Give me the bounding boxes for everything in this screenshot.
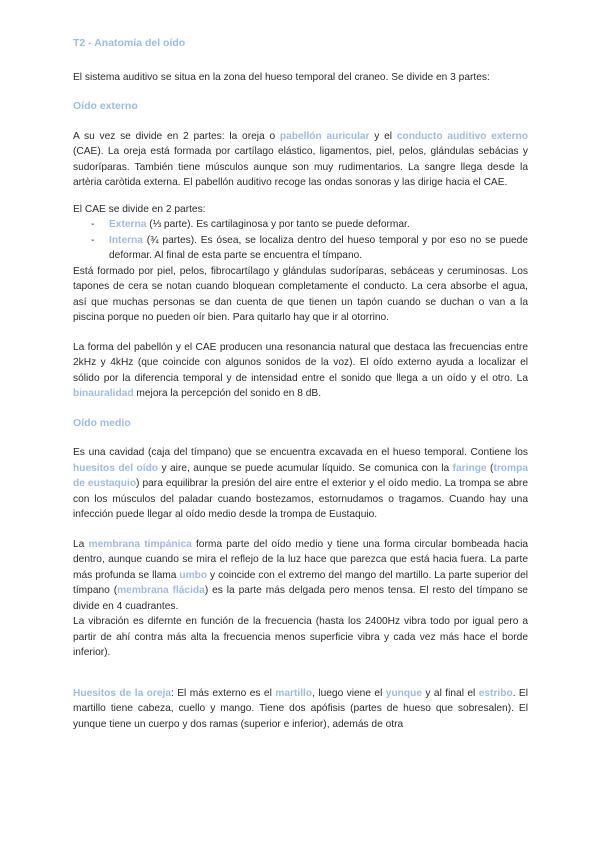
medio-paragraph-3: La vibración es difernte en función de la frecuencia (hasta los 2400Hz vibra todo por igual pero a partir de ahí contra más alta la frecuencia menos superficie vibra y cada vez más hace el borde inferior). bbox=[73, 616, 528, 658]
externo-paragraph-2: Está formado por piel, pelos, fibrocartílago y glándulas sudoríparas, sebáceas y ceruminosas. Los tapones de cera se notan cuando bloquean completamente el conducto. La cera absorbe el agua, así que muchas personas se dan cuenta de que tienen un tapón cuando se duchan o van a la piscina porque no pueden oír bien. Para quitarlo hay que ir al otorrino. bbox=[73, 265, 528, 323]
document-page bbox=[73, 36, 528, 732]
section-heading-oido-externo: Oído externo bbox=[73, 100, 138, 112]
cae-intro: El CAE se divide en 2 partes: bbox=[73, 203, 206, 215]
cae-parts-list bbox=[73, 217, 528, 264]
term-membrana-timpanica: membrana timpánica bbox=[88, 538, 192, 550]
term-faringe: faringe bbox=[452, 462, 487, 474]
term-martillo: martillo bbox=[275, 687, 313, 699]
term-huesitos-de-la-oreja: Huesitos de la oreja bbox=[73, 687, 171, 699]
medio-paragraph-1: Es una cavidad (caja del tímpano) que se encuentra excavada en el hueso temporal. Contiene los huesitos del oído y aire, aunque se puede acumular líquido. Se comunica con la faringe (trompa de eustaquio) para equilibrar la presión del aire entre el exterior y el oído medio. La trompa se abre con los músculos del paladar cuando bostezamos, estornudamos o tragamos. Cuando hay una infección puede llegar al oído medio desde la trompa de Eustaquio. bbox=[73, 447, 528, 520]
medio-paragraph-4: Huesitos de la oreja: El más externo es el martillo, luego viene el yunque y al final el estribo. El martillo tiene cabeza, cuello y mango. Tiene dos apófisis (partes de hueso que sobresalen). El yunque tiene un cuerpo y dos ramas (superior e inferior), además de otra bbox=[73, 687, 528, 730]
term-huesitos-del-oido: huesitos del oído bbox=[73, 462, 159, 474]
page-title: T2 - Anatomía del oído bbox=[73, 37, 186, 49]
term-conducto-auditivo-externo: conducto auditivo externo bbox=[396, 130, 529, 142]
term-externa: Externa bbox=[109, 219, 147, 230]
externo-paragraph-1: A su vez se divide en 2 partes: la oreja o pabellón auricular y el conducto auditivo externo (CAE). La oreja está formada por cartílago elástico, ligamentos, piel, pelos, glándulas sebácias y sudoríparas. También tiene músculos aunque son muy rudimentarios. La sangre llega desde la artèria caròtida externa. El pabellón auditivo recoge las ondas sonoras y las dirige hacia el CAE. bbox=[73, 130, 529, 188]
term-interna: Interna bbox=[109, 234, 143, 246]
medio-paragraph-2: La membrana timpánica forma parte del oído medio y tiene una forma circular bombeada hacia dentro, aunque cuando se mira el reflejo de la luz hace que parezca que está hacia fuera. La parte más profunda se llama umbo y coincide con el extremo del mango del martillo. La parte superior del tímpano (membrana flácida) es la parte más delgada pero menos tensa. El resto del tímpano se divide en 4 cuadrantes. bbox=[73, 538, 529, 612]
list-item: - Externa (⅓ parte). Es cartilaginosa y por tanto se puede deformar. bbox=[91, 219, 410, 230]
term-estribo: estribo bbox=[478, 687, 513, 699]
term-umbo: umbo bbox=[179, 569, 208, 581]
intro-paragraph: El sistema auditivo se situa en la zona del hueso temporal del craneo. Se divide en 3 partes: bbox=[73, 71, 490, 83]
term-pabellon-auricular: pabellón auricular bbox=[279, 130, 370, 142]
section-heading-oido-medio: Oído medio bbox=[73, 416, 131, 429]
term-membrana-flacida: membrana flácida bbox=[117, 585, 205, 596]
term-trompa-de-eustaquio: trompa de eustaquio bbox=[73, 462, 528, 489]
term-yunque: yunque bbox=[385, 687, 423, 699]
term-binauralidad: binauralidad bbox=[73, 388, 134, 399]
list-item: - Interna (¾ partes). Es ósea, se localiza dentro del hueso temporal y por eso no se puede deformar. Al final de esta parte se encuentra el tímpano. bbox=[91, 234, 528, 261]
externo-paragraph-3: La forma del pabellón y el CAE producen una resonancia natural que destaca las frecuencias entre 2kHz y 4kHz (que coincide con algunos sonidos de la voz). El oído externo ayuda a localizar el sólido por la diferencia temporal y de intensidad entre el sonido que llega a un oído y el otro. La binauralidad mejora la percepción del sonido en 8 dB. bbox=[73, 341, 528, 399]
